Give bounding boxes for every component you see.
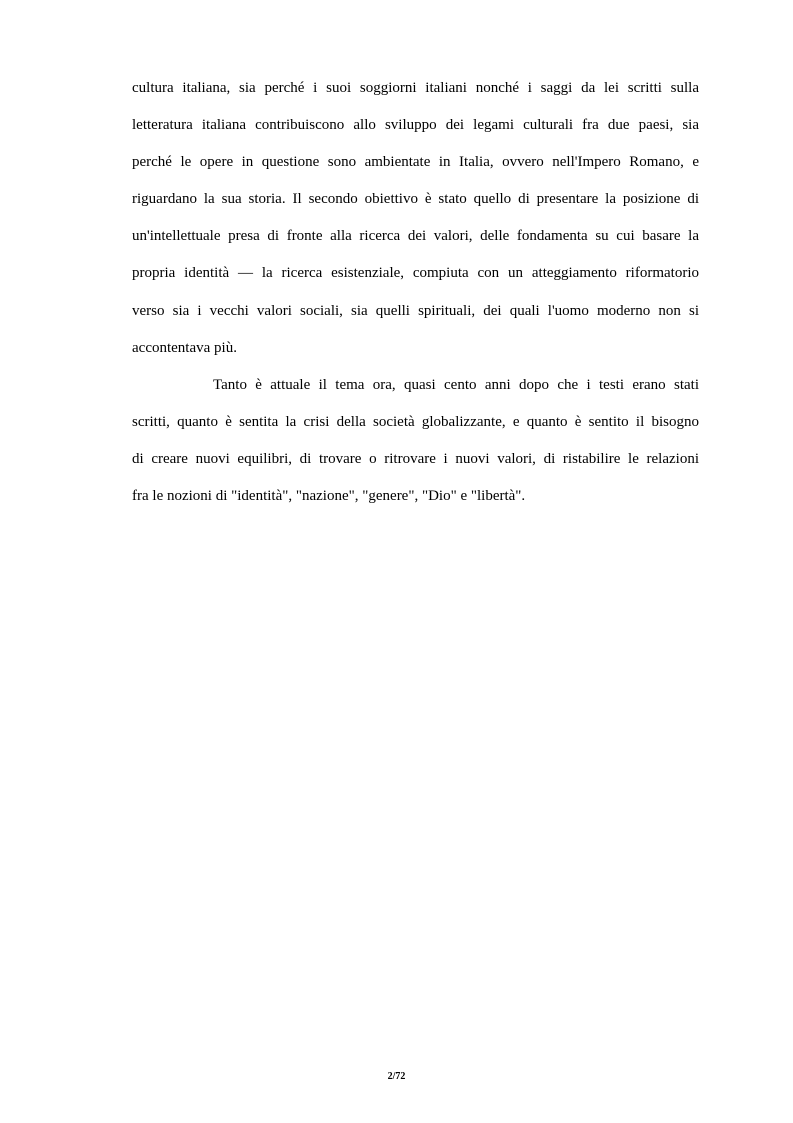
page-body bbox=[132, 70, 699, 515]
text-line: accontentava più. bbox=[132, 339, 237, 356]
text-line: propria identità — la ricerca esistenziale, compiuta con un atteggiamento riformatorio bbox=[132, 265, 699, 282]
text-line: scritti, quanto è sentita la crisi della società globalizzante, e quanto è sentito il bisogno bbox=[132, 413, 699, 430]
text-line: riguardano la sua storia. Il secondo obiettivo è stato quello di presentare la posizione di bbox=[132, 191, 699, 208]
paragraph-1 bbox=[132, 70, 699, 367]
text-line: Tanto è attuale il tema ora, quasi cento anni dopo che i testi erano stati bbox=[213, 376, 699, 393]
text-line: un'intellettuale presa di fronte alla ricerca dei valori, delle fondamenta su cui basare la bbox=[132, 228, 699, 245]
text-line: letteratura italiana contribuiscono allo sviluppo dei legami culturali fra due paesi, sia bbox=[132, 117, 699, 134]
paragraph-2 bbox=[132, 367, 699, 515]
text-line: verso sia i vecchi valori sociali, sia quelli spirituali, dei quali l'uomo moderno non si bbox=[132, 302, 699, 319]
text-line: cultura italiana, sia perché i suoi soggiorni italiani nonché i saggi da lei scritti sulla bbox=[132, 80, 699, 96]
text-line: fra le nozioni di "identità", "nazione", "genere", "Dio" e "libertà". bbox=[132, 488, 526, 505]
text-line: perché le opere in questione sono ambientate in Italia, ovvero nell'Impero Romano, e bbox=[132, 154, 699, 171]
page-number: 2/72 bbox=[387, 1071, 406, 1082]
text-line: di creare nuovi equilibri, di trovare o ritrovare i nuovi valori, di ristabilire le relazioni bbox=[132, 450, 699, 467]
